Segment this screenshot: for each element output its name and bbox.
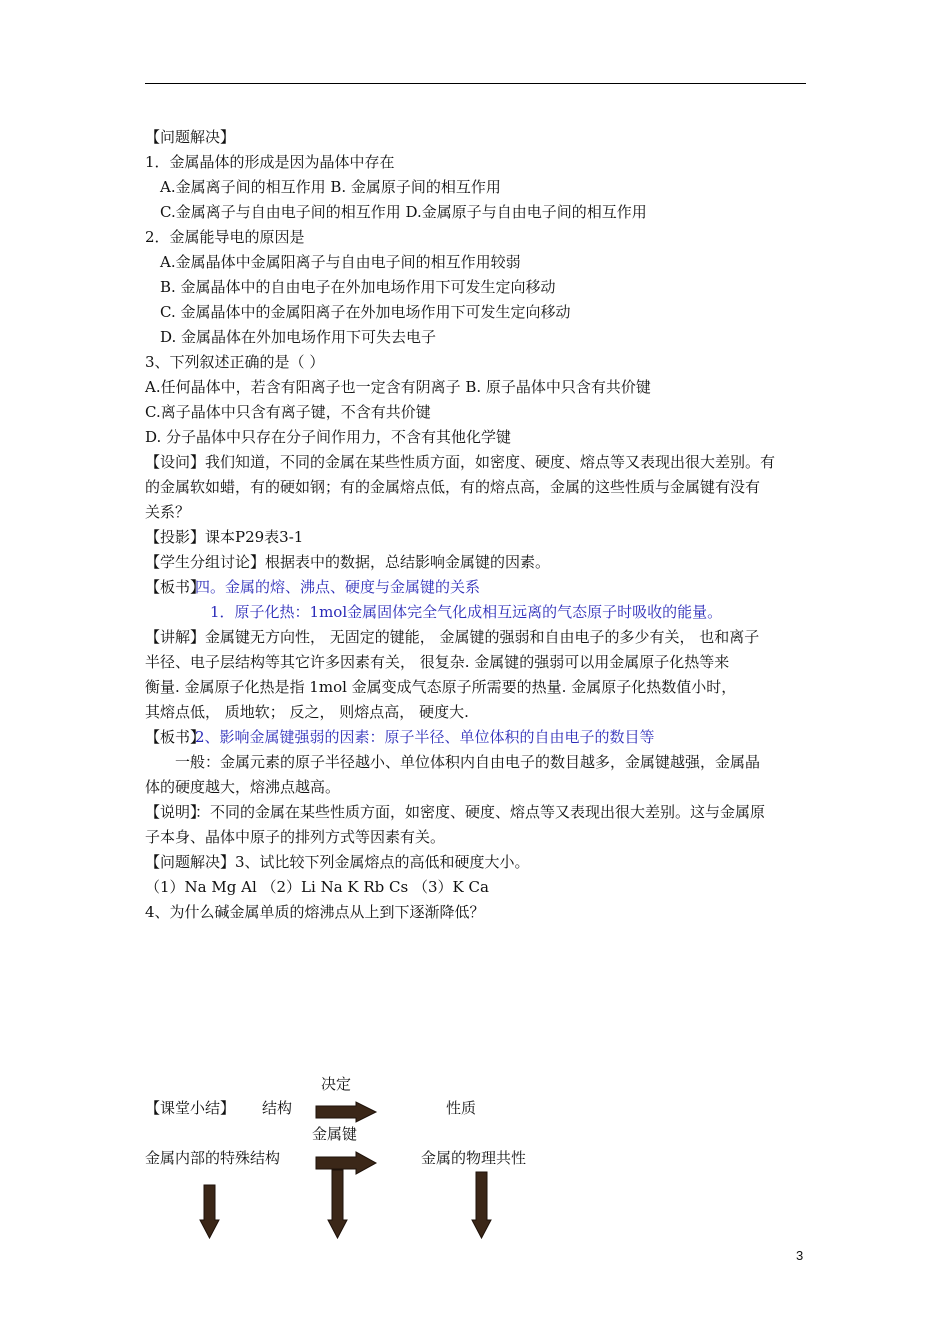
text-line: 子本身、晶体中原子的排列方式等因素有关。 [145,828,446,846]
text-line: 体的硬度越大，熔沸点越高。 [145,778,341,796]
label-metal-bond: 金属键 [312,1125,358,1143]
down-arrow-icon [472,1172,491,1238]
text-line: 【讲解】金属键无方向性， 无固定的键能， 金属键的强弱和自由电子的多少有关， 也和离子 [145,628,760,646]
label-decides: 决定 [321,1075,352,1093]
text-line: C.离子晶体中只含有离子键，不含有共价键 [145,403,431,421]
text-line: D. 分子晶体中只存在分子间作用力，不含有其他化学键 [145,428,512,446]
text-line: 的金属软如蜡，有的硬如钢；有的金属熔点低，有的熔点高，金属的这些性质与金属键有没有 [145,478,761,496]
text-line: 其熔点低， 质地软； 反之， 则熔点高， 硬度大. [145,703,469,721]
text-line: C. 金属晶体中的金属阳离子在外加电场作用下可发生定向移动 [160,303,571,321]
text-line: 关系？ [145,503,191,521]
text-line: 4、为什么碱金属单质的熔沸点从上到下逐渐降低？ [145,903,485,921]
text-line: 衡量. 金属原子化热是指 1mol 金属变成气态原子所需要的热量. 金属原子化热数值小时， [145,678,737,696]
text-line: 【设问】我们知道，不同的金属在某些性质方面，如密度、硬度、熔点等又表现出很大差别。有 [145,453,776,471]
text-line: 【板书】 [145,578,206,596]
heading-blue: 四。金属的熔、沸点、硬度与金属键的关系 [195,578,481,596]
text-line: 一般：金属元素的原子半径越小、单位体积内自由电子的数目越多，金属键越强，金属晶 [175,753,761,771]
right-arrow-icon [316,1102,376,1122]
text-line: C.金属离子与自由电子间的相互作用 D.金属原子与自由电子间的相互作用 [160,203,647,221]
text-line: B. 金属晶体中的自由电子在外加电场作用下可发生定向移动 [160,278,556,296]
text-line: 2．金属能导电的原因是 [145,228,305,246]
label-inner-structure: 金属内部的特殊结构 [145,1149,281,1167]
text-line: 【问题解决】 [145,128,236,146]
down-arrow-icon [328,1170,347,1238]
text-line: 【投影】课本P29表3-1 [145,528,304,546]
text-line: A.金属晶体中金属阳离子与自由电子间的相互作用较弱 [160,253,521,271]
text-line: 1．金属晶体的形成是因为晶体中存在 [145,153,395,171]
label-physical-common: 金属的物理共性 [421,1149,527,1167]
summary-title: 【课堂小结】 [145,1099,236,1117]
label-property: 性质 [446,1099,477,1117]
down-arrow-icon [200,1185,219,1238]
text-line: 【说明】 [145,803,206,821]
text-line: 3、下列叙述正确的是（ ） [145,353,325,371]
text-line: （1）Na Mg Al （2）Li Na K Rb Cs （3）K Ca [145,878,489,896]
text-line: ：不同的金属在某些性质方面，如密度、硬度、熔点等又表现出很大差别。这与金属原 [195,803,766,821]
heading-blue: 2、影响金属键强弱的因素：原子半径、单位体积的自由电子的数目等 [195,728,655,746]
text-line: D. 金属晶体在外加电场作用下可失去电子 [160,328,437,346]
text-line: 【板书】 [145,728,206,746]
page-number: 3 [796,1248,804,1263]
text-line: 半径、电子层结构等其它许多因素有关， 很复杂. 金属键的强弱可以用金属原子化热等来 [145,653,730,671]
text-line-blue: 1．原子化热：1mol金属固体完全气化成相互远离的气态原子时吸收的能量。 [210,603,723,621]
right-arrow-icon [316,1152,376,1174]
text-line: A.任何晶体中，若含有阳离子也一定含有阴离子 B. 原子晶体中只含有共价键 [145,378,651,396]
label-structure: 结构 [262,1099,293,1117]
text-line: 【学生分组讨论】根据表中的数据，总结影响金属键的因素。 [145,553,551,571]
text-line: A.金属离子间的相互作用 B. 金属原子间的相互作用 [160,178,501,196]
header-rule [145,83,806,84]
text-line: 【问题解决】3、试比较下列金属熔点的高低和硬度大小。 [145,853,530,871]
